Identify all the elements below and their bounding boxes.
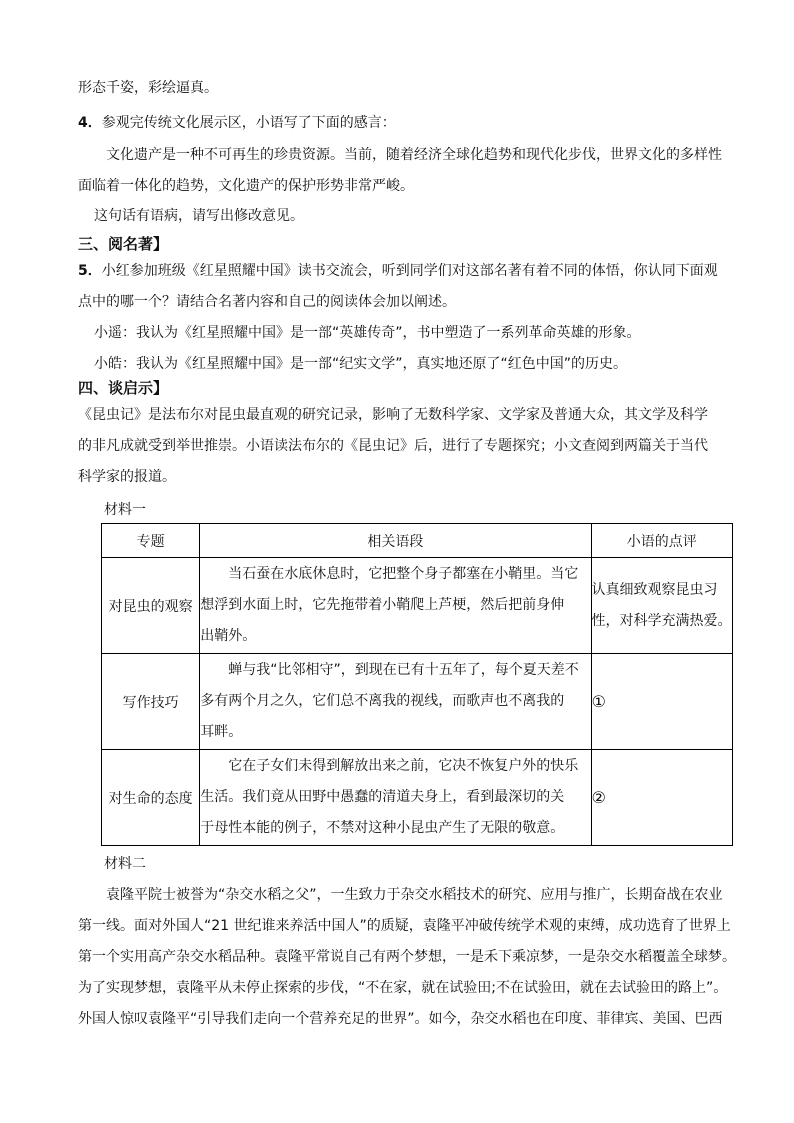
material-label: 材料二 xyxy=(104,856,146,872)
quote-line: 出鞘外。 xyxy=(200,628,257,644)
question-4-prompt xyxy=(78,113,396,133)
quote-line: 想浮到水面上时，它先拖带着小鞘爬上芦梗，然后把前身伸 xyxy=(200,597,565,613)
quote-line: 当石蚕在水底休息时，它把整个身子都塞在小鞘里。当它 xyxy=(228,566,579,582)
intro-line: 的非凡成就受到举世推崇。小语读法布尔的《昆虫记》后，进行了专题探究；小文查阅到两篇关于当代 xyxy=(78,438,708,454)
intro-line: 科学家的报道。 xyxy=(78,469,176,485)
review-cell xyxy=(591,654,732,750)
table-row xyxy=(102,558,733,654)
question-4-task: 这句话有语病，请写出修改意见。 xyxy=(94,208,304,224)
viewpoint-b: 小皓：我认为《红星照耀中国》是一部“纪实文学”，真实地还原了“红色中国”的历史。 xyxy=(94,356,628,372)
report-line: 为了实现梦想，袁隆平从未停止探索的步伐，“不在家，就在试验田;不在试验田，就在去试验田的路上”。 xyxy=(78,980,728,996)
material-table xyxy=(101,523,733,846)
column-header: 专题 xyxy=(102,524,200,558)
section-heading: 三、阅名著】 xyxy=(78,235,169,253)
question-number: 4． xyxy=(78,115,102,131)
viewpoint-a: 小遥：我认为《红星照耀中国》是一部“英雄传奇”，书中塑造了一系列革命英雄的形象。 xyxy=(94,325,641,341)
report-line: 第一线。面对外国人“21 世纪谁来养活中国人”的质疑，袁隆平冲破传统学术观的束缚，成功选育了世界上 xyxy=(78,918,731,934)
answer-blank-2: ② xyxy=(591,788,606,807)
quote-line: 文化遗产是一种不可再生的珍贵资源。当前，随着经济全球化趋势和现代化步伐，世界文化的多样性 xyxy=(106,147,722,163)
quote-line: 蝉与我“比邻相守”，到现在已有十五年了，每个夏天差不 xyxy=(228,662,579,678)
answer-blank-1: ① xyxy=(591,692,606,711)
question-number: 5． xyxy=(78,263,102,279)
question-text: 参观完传统文化展示区，小语写了下面的感言： xyxy=(101,115,396,131)
section-heading: 四、谈启示】 xyxy=(78,379,169,397)
review-cell xyxy=(591,558,732,654)
quote-cell xyxy=(200,750,591,846)
quote-cell xyxy=(200,558,591,654)
quote-line: 多有两个月之久，它们总不离我的视线，而歌声也不离我的 xyxy=(200,693,565,709)
material-label: 材料一 xyxy=(104,502,146,518)
quote-line: 面临着一体化的趋势，文化遗产的保护形势非常严峻。 xyxy=(78,178,414,194)
review-line: 认真细致观察昆虫习 xyxy=(591,581,718,598)
column-header: 小语的点评 xyxy=(591,524,732,558)
quote-line: 于母性本能的例子，不禁对这种小昆虫产生了无限的敬意。 xyxy=(200,820,565,836)
review-line: 性，对科学充满热爱。 xyxy=(591,612,732,629)
quote-line: 它在子女们未得到解放出来之前，它决不恢复户外的快乐 xyxy=(228,758,579,774)
review-cell xyxy=(591,750,732,846)
table-row xyxy=(102,654,733,750)
report-line: 外国人惊叹袁隆平“引导我们走向一个营养充足的世界”。如今，杂交水稻也在印度、菲律宾、美国、巴西 xyxy=(78,1011,723,1027)
continued-text: 形态千姿，彩绘逼真。 xyxy=(78,80,218,96)
question-text: 小红参加班级《红星照耀中国》读书交流会，听到同学们对这部名著有着不同的体悟，你认同下面观 xyxy=(101,263,718,279)
quote-cell xyxy=(200,654,591,750)
topic-cell: 对昆虫的观察 xyxy=(102,558,200,654)
topic-cell: 写作技巧 xyxy=(102,654,200,750)
table-row xyxy=(102,750,733,846)
question-5-text-cont: 点中的哪一个？请结合名著内容和自己的阅读体会加以阐述。 xyxy=(78,294,456,310)
topic-cell: 对生命的态度 xyxy=(102,750,200,846)
intro-line: 《昆虫记》是法布尔对昆虫最直观的研究记录，影响了无数科学家、文学家及普通大众，其文学及科学 xyxy=(78,407,708,423)
quote-line: 生活。我们竟从田野中愚蠢的清道夫身上，看到最深切的关 xyxy=(200,789,565,805)
report-line: 袁隆平院士被誉为“杂交水稻之父”，一生致力于杂交水稻技术的研究、应用与推广，长期奋战在农业 xyxy=(106,887,723,903)
table-header-row xyxy=(102,524,733,558)
report-line: 第一个实用高产杂交水稻品种。袁隆平常说自己有两个梦想，一是禾下乘凉梦，一是杂交水稻覆盖全球梦。 xyxy=(78,949,736,965)
question-5-text xyxy=(78,261,718,281)
quote-line: 耳畔。 xyxy=(200,724,243,740)
column-header: 相关语段 xyxy=(200,524,591,558)
